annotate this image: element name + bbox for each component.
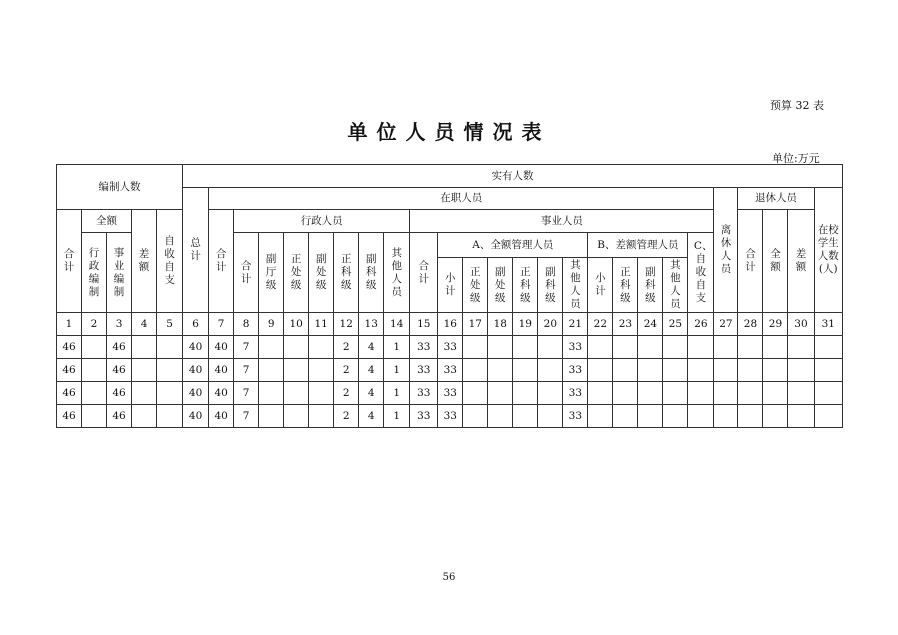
table-cell <box>763 359 788 382</box>
table-cell <box>132 336 157 359</box>
table-cell <box>814 405 843 428</box>
table-cell: 40 <box>209 336 234 359</box>
column-number-cell: 10 <box>284 313 309 336</box>
table-cell: 33 <box>410 382 438 405</box>
table-cell <box>513 336 538 359</box>
table-cell <box>814 382 843 405</box>
table-cell: 7 <box>234 336 259 359</box>
table-cell <box>588 336 613 359</box>
table-cell <box>284 382 309 405</box>
table-cell: 46 <box>107 359 132 382</box>
table-cell <box>488 405 513 428</box>
column-number-cell: 25 <box>663 313 688 336</box>
table-cell: 46 <box>57 359 82 382</box>
header-a-zhengke: 正科级 <box>513 258 538 313</box>
column-number-cell: 7 <box>209 313 234 336</box>
table-cell: 46 <box>57 336 82 359</box>
header-tx-chae: 差额 <box>788 210 814 313</box>
table-cell: 46 <box>57 405 82 428</box>
table-cell <box>259 382 284 405</box>
table-cell: 33 <box>410 359 438 382</box>
header-heji: 合计 <box>57 210 82 313</box>
table-cell: 40 <box>209 405 234 428</box>
table-cell <box>638 405 663 428</box>
table-cell: 1 <box>384 336 410 359</box>
table-cell: 33 <box>438 336 463 359</box>
table-cell <box>763 382 788 405</box>
table-cell <box>132 382 157 405</box>
table-cell <box>638 359 663 382</box>
table-cell <box>688 359 714 382</box>
table-cell: 33 <box>438 405 463 428</box>
table-cell <box>588 359 613 382</box>
table-cell: 1 <box>384 405 410 428</box>
table-cell: 1 <box>384 382 410 405</box>
header-a-qita: 其他人员 <box>563 258 588 313</box>
header-quan-e: 全额 <box>82 210 132 233</box>
header-a-fuke: 副科级 <box>538 258 563 313</box>
column-number-cell: 3 <box>107 313 132 336</box>
table-cell: 4 <box>359 382 384 405</box>
header-zishou-zizhi: 自收自支 <box>157 210 183 313</box>
table-cell: 4 <box>359 336 384 359</box>
table-cell <box>763 405 788 428</box>
header-zhengchu: 正处级 <box>284 233 309 313</box>
header-fuchu: 副处级 <box>309 233 334 313</box>
column-number-cell: 21 <box>563 313 588 336</box>
table-cell: 2 <box>334 405 359 428</box>
table-cell: 33 <box>563 359 588 382</box>
table-cell: 40 <box>183 382 209 405</box>
table-cell <box>284 359 309 382</box>
table-cell: 40 <box>183 359 209 382</box>
table-cell <box>638 382 663 405</box>
column-number-cell: 24 <box>638 313 663 336</box>
table-row <box>57 382 843 405</box>
table-cell <box>157 336 183 359</box>
header-shiyou: 实有人数 <box>183 165 843 188</box>
table-cell: 33 <box>410 405 438 428</box>
header-zongji: 总计 <box>183 188 209 313</box>
table-cell <box>82 382 107 405</box>
column-number-cell: 28 <box>738 313 763 336</box>
table-cell <box>663 336 688 359</box>
table-cell <box>613 336 638 359</box>
header-xingzheng: 行政人员 <box>234 210 410 233</box>
table-cell: 7 <box>234 405 259 428</box>
unit-label: 单位:万元 <box>772 152 820 165</box>
table-cell <box>738 382 763 405</box>
header-qita: 其他人员 <box>384 233 410 313</box>
column-number-cell: 9 <box>259 313 284 336</box>
table-cell <box>82 405 107 428</box>
table-cell <box>132 359 157 382</box>
table-cell <box>788 405 814 428</box>
column-number-cell: 20 <box>538 313 563 336</box>
column-number-cell: 13 <box>359 313 384 336</box>
table-cell <box>738 405 763 428</box>
page-number: 56 <box>442 572 456 583</box>
table-cell <box>82 359 107 382</box>
header-a-xiaoji: 小计 <box>438 258 463 313</box>
table-cell: 46 <box>107 336 132 359</box>
header-a-zhengchu: 正处级 <box>463 258 488 313</box>
table-cell <box>309 405 334 428</box>
table-cell <box>714 336 738 359</box>
table-cell: 7 <box>234 359 259 382</box>
column-number-cell: 27 <box>714 313 738 336</box>
table-cell <box>613 359 638 382</box>
table-cell <box>788 382 814 405</box>
table-cell <box>513 359 538 382</box>
table-cell <box>284 405 309 428</box>
table-cell: 2 <box>334 336 359 359</box>
table-cell: 46 <box>57 382 82 405</box>
table-cell <box>463 382 488 405</box>
column-number-cell: 4 <box>132 313 157 336</box>
table-cell: 2 <box>334 382 359 405</box>
table-cell <box>714 359 738 382</box>
header-sy-heji: 合计 <box>410 233 438 313</box>
table-cell <box>309 336 334 359</box>
header-zaixiao: 在校学生人数(人) <box>814 188 843 313</box>
table-cell: 33 <box>410 336 438 359</box>
table-cell <box>488 336 513 359</box>
column-number-cell: 11 <box>309 313 334 336</box>
table-cell <box>663 405 688 428</box>
column-number-cell: 23 <box>613 313 638 336</box>
header-bianzhi: 编制人数 <box>57 165 183 210</box>
header-xingzheng-bianzhi: 行政编制 <box>82 233 107 313</box>
header-cha-e: 差额 <box>132 210 157 313</box>
table-cell: 33 <box>438 359 463 382</box>
table-cell <box>763 336 788 359</box>
table-cell <box>157 382 183 405</box>
table-cell <box>738 336 763 359</box>
table-cell <box>638 336 663 359</box>
column-number-cell: 2 <box>82 313 107 336</box>
table-cell: 7 <box>234 382 259 405</box>
table-cell <box>513 382 538 405</box>
header-b-fuke: 副科级 <box>638 258 663 313</box>
table-cell <box>714 382 738 405</box>
column-number-row <box>57 313 843 336</box>
table-cell <box>309 382 334 405</box>
table-cell <box>613 382 638 405</box>
table-cell: 4 <box>359 405 384 428</box>
column-number-cell: 22 <box>588 313 613 336</box>
table-row <box>57 359 843 382</box>
table-cell <box>259 336 284 359</box>
header-zhengke: 正科级 <box>334 233 359 313</box>
table-cell <box>259 405 284 428</box>
column-number-cell: 8 <box>234 313 259 336</box>
table-cell: 33 <box>438 382 463 405</box>
table-cell <box>463 405 488 428</box>
table-cell: 2 <box>334 359 359 382</box>
header-a-fuchu: 副处级 <box>488 258 513 313</box>
table-cell <box>588 382 613 405</box>
table-cell: 4 <box>359 359 384 382</box>
table-cell <box>132 405 157 428</box>
header-zaizhi-heji: 合计 <box>209 210 234 313</box>
table-cell: 33 <box>563 405 588 428</box>
header-shiye: 事业人员 <box>410 210 714 233</box>
column-number-cell: 16 <box>438 313 463 336</box>
column-number-cell: 19 <box>513 313 538 336</box>
table-row <box>57 405 843 428</box>
table-cell <box>284 336 309 359</box>
table-cell <box>588 405 613 428</box>
table-cell <box>488 382 513 405</box>
table-cell: 46 <box>107 382 132 405</box>
table-cell: 1 <box>384 359 410 382</box>
column-number-cell: 29 <box>763 313 788 336</box>
column-number-cell: 18 <box>488 313 513 336</box>
header-tx-heji: 合计 <box>738 210 763 313</box>
table-cell <box>788 359 814 382</box>
table-cell <box>513 405 538 428</box>
table-cell <box>259 359 284 382</box>
column-number-cell: 5 <box>157 313 183 336</box>
column-number-cell: 15 <box>410 313 438 336</box>
table-cell <box>688 405 714 428</box>
table-cell <box>538 359 563 382</box>
table-cell <box>688 382 714 405</box>
table-body <box>57 336 843 428</box>
table-cell <box>714 405 738 428</box>
table-cell <box>82 336 107 359</box>
header-tuixiu: 退休人员 <box>738 188 814 210</box>
column-number-cell: 31 <box>814 313 843 336</box>
header-b-xiaoji: 小计 <box>588 258 613 313</box>
table-cell <box>488 359 513 382</box>
table-cell: 33 <box>563 382 588 405</box>
header-c-zishou: C、自收自支 <box>688 233 714 313</box>
table-cell <box>157 359 183 382</box>
table-tag: 预算 32 表 <box>770 99 824 112</box>
header-lixiu: 离休人员 <box>714 188 738 313</box>
table-cell <box>814 336 843 359</box>
table-cell: 40 <box>209 382 234 405</box>
table-cell <box>538 336 563 359</box>
column-number-cell: 14 <box>384 313 410 336</box>
table-cell: 33 <box>563 336 588 359</box>
table-cell: 46 <box>107 405 132 428</box>
table-cell <box>663 382 688 405</box>
table-cell <box>613 405 638 428</box>
header-b-zhengke: 正科级 <box>613 258 638 313</box>
column-number-cell: 12 <box>334 313 359 336</box>
table-cell <box>538 405 563 428</box>
column-number-cell: 1 <box>57 313 82 336</box>
column-number-cell: 30 <box>788 313 814 336</box>
header-fuke: 副科级 <box>359 233 384 313</box>
header-futing: 副厅级 <box>259 233 284 313</box>
column-number-cell: 6 <box>183 313 209 336</box>
header-b-cha-e: B、差额管理人员 <box>588 233 688 258</box>
header-xz-heji: 合计 <box>234 233 259 313</box>
table-cell <box>663 359 688 382</box>
table-cell <box>463 359 488 382</box>
header-b-qita: 其他人员 <box>663 258 688 313</box>
table-cell: 40 <box>183 405 209 428</box>
header-a-quan-e: A、全额管理人员 <box>438 233 588 258</box>
table-cell <box>814 359 843 382</box>
table-cell <box>463 336 488 359</box>
table-row <box>57 336 843 359</box>
table-cell <box>688 336 714 359</box>
column-number-cell: 26 <box>688 313 714 336</box>
table-cell <box>538 382 563 405</box>
table-cell <box>788 336 814 359</box>
header-zaizhi: 在职人员 <box>209 188 714 210</box>
table-cell <box>738 359 763 382</box>
header-tx-quane: 全额 <box>763 210 788 313</box>
header-shiye-bianzhi: 事业编制 <box>107 233 132 313</box>
table-cell: 40 <box>183 336 209 359</box>
table-cell <box>309 359 334 382</box>
table-cell <box>157 405 183 428</box>
column-number-cell: 17 <box>463 313 488 336</box>
table-cell: 40 <box>209 359 234 382</box>
page-title: 单位人员情况表 <box>347 120 551 144</box>
staff-table <box>56 164 843 428</box>
